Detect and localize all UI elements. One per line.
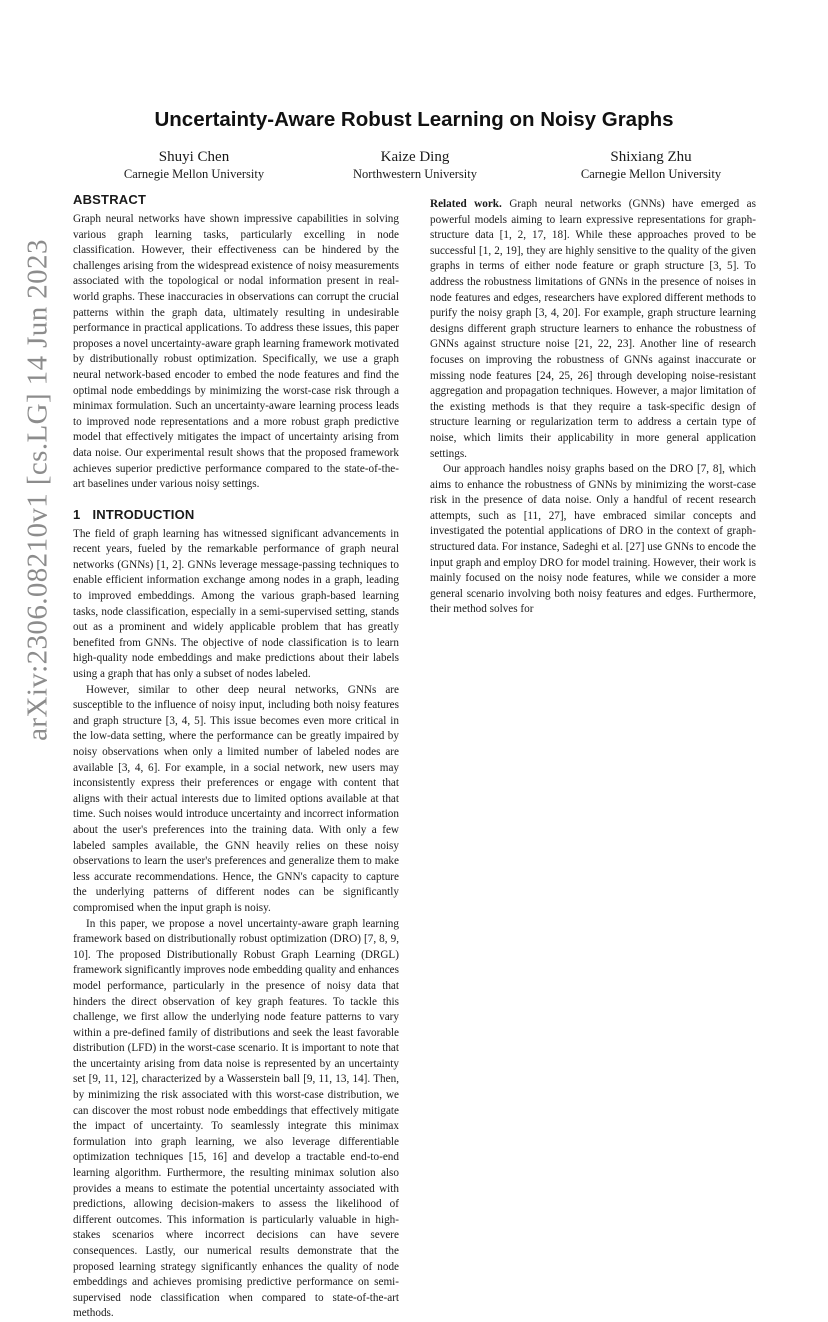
introduction-heading (73, 507, 399, 523)
left-column (73, 192, 399, 1322)
author-affiliation: Northwestern University (353, 167, 477, 181)
author-2 (300, 148, 530, 182)
related-work-paragraph (430, 197, 756, 462)
abstract-heading: ABSTRACT (73, 192, 147, 207)
section-number: 1 (73, 506, 81, 522)
intro-paragraph-3: In this paper, we propose a novel uncertainty-aware graph learning framework based on distributionally robust optimization (DRO) [7, 8, 9, 10]. The proposed Distributionally Robust Graph Learning (DRGL) framework significantly improves node embedding quality and enhances model performance, particularly in the presence of noisy data that hinders the direct observation of key graph features. To tackle this challenge, we first allow the underlying node feature patterns to vary within a pre-defined family of distributions and seek the least favorable distribution (LFD) in the worst-case scenario. It is important to note that the uncertainty arising from data noise is represented by an uncertainty set [9, 11, 12], characterized by a Wasserstein ball [9, 11, 13, 14]. Then, by minimizing the risk associated with this worst-case distribution, we can discover the most robust node embeddings that effectively mitigate the impact of uncertainty. To seamlessly integrate this minimax formulation into graph learning, we also leverage differentiable optimization techniques [15, 16] and develop a tractable end-to-end learning algorithm. Furthermore, the resulting minimax solution also provides a means to estimate the potential uncertainty associated with predictions, allowing decision-makers to assess the likelihood of different outcomes. This information is particularly valuable in high-stakes scenarios where incorrect decisions can have severe consequences. Lastly, our numerical results demonstrate that the proposed learning strategy significantly enhances the quality of node embeddings and achieves promising predictive performance on semi-supervised node classification when compared to state-of-the-art methods. (73, 917, 399, 1320)
right-column (430, 192, 756, 618)
abstract-text: Graph neural networks have shown impressive capabilities in solving various graph learning tasks, particularly excelling in node classification. However, their effectiveness can be hindered by the challenges arising from the widespread existence of noisy measurements associated with the topological or nodal information present in real-world graphs. These inaccuracies in observations can corrupt the crucial patterns within the graph data, ultimately resulting in undesirable performance in practical applications. To address these issues, this paper proposes a novel uncertainty-aware graph learning framework motivated by distributionally robust optimization. Specifically, we use a graph neural network-based encoder to embed the node features and find the optimal node embeddings by minimizing the worst-case risk through a minimax formulation. Such an uncertainty-aware learning process leads to improved node representations and a more robust graph predictive model that effectively mitigates the impact of uncertainty arising from data noise. Our experimental result shows that the proposed framework achieves superior predictive performance compared to the state-of-the-art baselines under various noisy settings. (73, 213, 399, 491)
author-name: Shixiang Zhu (610, 149, 692, 165)
paper-title: Uncertainty-Aware Robust Learning on Noisy Graphs (154, 108, 674, 131)
section-title: INTRODUCTION (92, 506, 195, 522)
related-work-label: Related work. (430, 198, 502, 210)
author-affiliation: Carnegie Mellon University (580, 167, 722, 181)
author-name: Kaize Ding (380, 149, 450, 165)
related-work-paragraph-2: Our approach handles noisy graphs based on the DRO [7, 8], which aims to enhance the robustness of GNNs by minimizing the worst-case risk in the presence of data noise. Only a handful of recent research attempts, such as [11, 27], have embraced similar concepts and investigated the potential applications of DRO in the context of graph-structured data. For instance, Sadeghi et al. [27] use GNNs to encode the input graph and employ DRO for model training. However, their work is mainly focused on the noisy node features, while we consider a more general scenario involving both noisy features and edges. Furthermore, their method solves for (430, 463, 756, 616)
author-affiliation: Carnegie Mellon University (123, 167, 265, 181)
intro-paragraph-2: However, similar to other deep neural networks, GNNs are susceptible to the influence of noisy input, including both noisy features and graph structure [3, 4, 5]. This issue becomes even more critical in the low-data setting, where the performance can be greatly impaired by noisy observations when only a limited number of labeled nodes are available [3, 4, 6]. For example, in a social network, new users may inconsistently express their preferences or engage with content that aligns with their actual interests due to limited options available at that time. Such noises would introduce uncertainty and incorrect information about the user's preferences into the training data. With only a few labeled samples available, the GNN heavily relies on these noisy observations to learn the user's preferences and generalize them to make less accurate recommendations. Hence, the GNN's capacity to capture the underlying patterns of different nodes can be significantly compromised when the input graph is noisy. (73, 683, 399, 914)
author-3 (536, 148, 766, 182)
arxiv-identifier-stamp (18, 239, 58, 741)
author-block (0, 148, 828, 188)
author-1 (79, 148, 309, 182)
intro-paragraph-1: The field of graph learning has witnessed significant advancements in recent years, fueled by the remarkable performance of graph neural networks (GNNs) [1, 2]. GNNs leverage message-passing techniques to enable efficient information exchange among nodes in a graph, leading to improved embeddings. Among the various graph-based learning tasks, node classification, especially in a semi-supervised setting, stands out as a prominent and widely applicable problem that has greatly benefited from GNNs. The objective of node classification is to learn high-quality node embeddings and make predictions about their labels using a graph that has only a subset of nodes labeled. (73, 527, 399, 681)
author-name: Shuyi Chen (158, 149, 230, 165)
arxiv-identifier: arXiv:2306.08210v1 [cs.LG] 14 Jun 2023 (21, 239, 54, 741)
related-work-text: Graph neural networks (GNNs) have emerged as powerful models aiming to learn expressive representations for graph-structure data [1, 2, 17, 18]. While these approaches proved to be successful [1, 2, 19], they are highly sensitive to the quality of the given graphs in terms of either node feature or graph structure [3, 5]. To address the robustness limitations of GNNs in the presence of noises in node features and edges, researchers have explored different methods to purify the noisy graph [3, 4, 20]. For example, graph structure learning designs different graph structure learners to enhance the robustness of GNNs against structure noise [21, 22, 23]. Another line of research focuses on improving the robustness of GNNs against inaccurate or missing node features [24, 25, 26] through developing noise-resistant aggregation and propagation techniques. However, a major limitation of the existing methods is that they require a task-specific design of structure learning or regularization term to address a certain type of noise, which limits their applicability in more general application settings. (430, 198, 756, 460)
